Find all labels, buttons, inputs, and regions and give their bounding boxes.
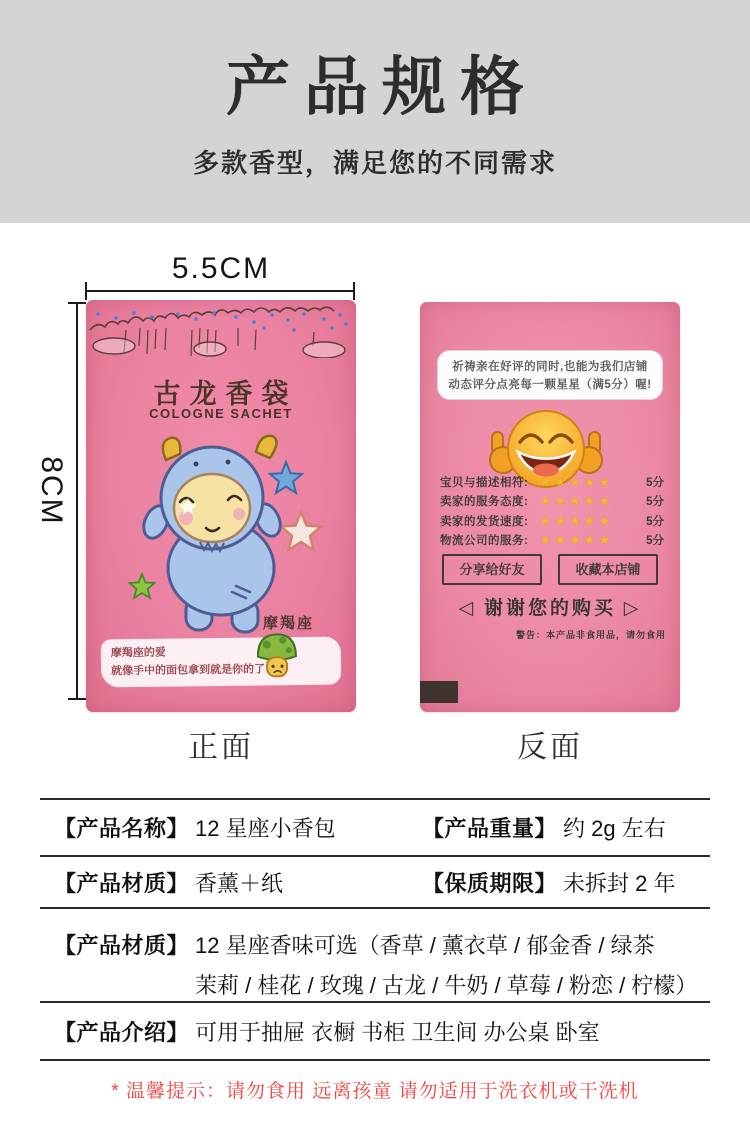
capricorn-character-icon [108, 426, 334, 638]
spec-label: 【产品材质】 [54, 870, 190, 896]
height-dimension-label: 8CM [35, 456, 68, 526]
mushroom-icon [255, 629, 300, 682]
spec-row-usage [40, 1001, 710, 1061]
review-notice-line1: 祈祷亲在好评的同时,也能为我们店铺 [452, 361, 648, 373]
five-stars-icon: ★★★★★ [540, 474, 614, 489]
spec-label: 【产品重量】 [422, 816, 558, 841]
spec-value: 未拆封 2 年 [563, 870, 676, 896]
sachet-back-photo [420, 302, 680, 712]
spec-cell [408, 867, 710, 898]
rating-label: 物流公司的服务: [440, 535, 529, 548]
caption-text [111, 643, 265, 680]
rating-label: 卖家的发货速度: [440, 515, 529, 528]
rating-score: 5分 [646, 535, 664, 548]
zodiac-label: 摩羯座 [262, 615, 314, 632]
spec-value [195, 926, 697, 1006]
spec-label: 【产品名称】 [54, 816, 190, 841]
width-dimension-line [85, 290, 355, 292]
barcode-patch [420, 681, 458, 703]
caption-line2: 就像手中的面包拿到就是你的了 [111, 663, 266, 677]
scent-options-line2: 茉莉 / 桂花 / 玫瑰 / 古龙 / 牛奶 / 草莓 / 粉恋 / 柠檬） [195, 973, 698, 998]
stamp-button-row [442, 554, 658, 585]
spec-label: 【产品材质】 [54, 933, 190, 958]
front-face-label: 正面 [188, 731, 254, 764]
sachet-brand-name-en: COLOGNE SACHET [149, 406, 293, 421]
spec-row-name-weight [40, 798, 710, 855]
caption-line1: 摩羯座的爱 [110, 646, 166, 660]
spec-row-material-shelflife [40, 855, 710, 907]
sachet-front-photo [86, 300, 356, 712]
rating-row [440, 492, 664, 512]
back-face-label: 反面 [517, 731, 583, 764]
spec-cell [40, 812, 408, 843]
scent-options-line1: 12 星座香味可选（香草 / 薰衣草 / 郁金香 / 绿茶 [195, 933, 655, 958]
spec-value: 香薰＋纸 [195, 870, 284, 896]
rating-score: 5分 [646, 496, 664, 509]
rating-row [440, 511, 664, 531]
height-dimension-line [76, 302, 78, 700]
spec-row-scents [40, 907, 710, 1001]
spec-label: 【产品介绍】 [54, 1019, 190, 1045]
favorite-shop-box: 收藏本店铺 [558, 554, 658, 585]
rating-score: 5分 [646, 515, 664, 528]
five-stars-icon: ★★★★★ [540, 533, 614, 548]
spec-label: 【保质期限】 [422, 870, 558, 896]
five-stars-icon: ★★★★★ [540, 494, 614, 509]
thanks-message: ◁ 谢谢您的购买 ▷ [458, 598, 642, 619]
share-to-friends-box: 分享给好友 [442, 554, 542, 585]
spec-value: 可用于抽屉 衣橱 书柜 卫生间 办公桌 卧室 [195, 1019, 600, 1045]
spec-cell [40, 867, 408, 898]
rating-label: 宝贝与描述相符: [440, 476, 529, 489]
safety-note: * 温馨提示：请勿食用 远离孩童 请勿适用于洗衣机或干洗机 [111, 1081, 639, 1102]
rating-list [440, 472, 664, 550]
hero-header [0, 0, 750, 223]
spec-table [40, 798, 710, 1061]
rating-row [440, 472, 664, 492]
rating-row [440, 531, 664, 551]
review-notice [437, 350, 663, 400]
package-warning: 警告：本产品非食用品，请勿食用 [515, 630, 666, 640]
spec-value: 约 2g 左右 [563, 816, 666, 841]
spec-value: 12 星座小香包 [195, 816, 336, 841]
rating-label: 卖家的服务态度: [440, 496, 529, 509]
width-dimension-label: 5.5CM [171, 252, 271, 285]
caption-strip [101, 637, 342, 688]
sachet-brand-name: 古龙香袋 [153, 379, 298, 409]
page-title: 产品规格 [226, 52, 538, 123]
review-notice-line2: 动态评分点亮每一颗星星（满5分）喔! [448, 379, 652, 392]
doodle-border-icon [88, 306, 354, 358]
rating-score: 5分 [646, 476, 664, 489]
page-subtitle: 多款香型，满足您的不同需求 [192, 149, 557, 178]
spec-cell [408, 812, 710, 843]
five-stars-icon: ★★★★★ [540, 513, 614, 528]
